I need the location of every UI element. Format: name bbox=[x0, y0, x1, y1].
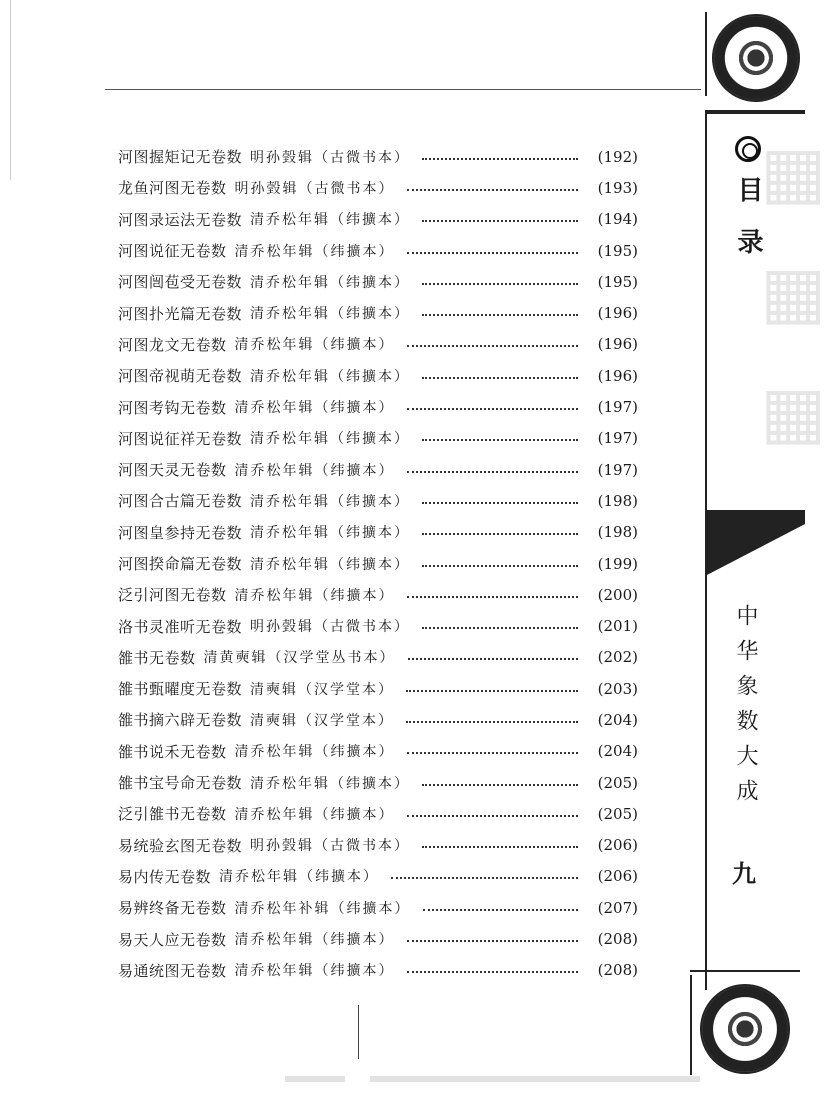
entry-title: 河图合古篇无卷数 bbox=[118, 492, 243, 511]
leader-dots bbox=[422, 314, 578, 316]
toc-entry bbox=[118, 172, 638, 203]
entry-author: 明孙瑴辑（古微书本） bbox=[234, 180, 395, 197]
entry-title: 河图皇参持无卷数 bbox=[118, 523, 243, 542]
sidebar-bar bbox=[705, 110, 805, 114]
entry-page: (199) bbox=[597, 554, 638, 573]
entry-author: 明孙瑴辑（古微书本） bbox=[250, 149, 411, 166]
entry-author: 清乔松年辑（纬擴本） bbox=[234, 744, 395, 761]
leader-dots bbox=[407, 252, 578, 254]
toc-entry bbox=[118, 861, 638, 892]
entry-page: (200) bbox=[597, 585, 638, 604]
sidebar-rule bbox=[690, 975, 692, 1075]
entry-page: (206) bbox=[597, 867, 638, 886]
leader-dots bbox=[407, 940, 578, 942]
toc-entry bbox=[118, 955, 638, 986]
phoenix-medallion-icon bbox=[712, 14, 800, 102]
entry-page: (198) bbox=[597, 491, 638, 510]
entry-page: (197) bbox=[597, 460, 638, 479]
leader-dots bbox=[407, 596, 578, 598]
entry-author: 清乔松年辑（纬擴本） bbox=[250, 556, 411, 573]
leader-dots bbox=[422, 158, 578, 160]
toc-entry bbox=[118, 704, 638, 735]
entry-title: 河图帝视萌无卷数 bbox=[118, 367, 243, 386]
entry-author: 清乔松年辑（纬擴本） bbox=[234, 243, 395, 260]
toc-entry bbox=[118, 923, 638, 954]
entry-title: 河图天灵无卷数 bbox=[118, 461, 227, 480]
toc-title: 目录 bbox=[733, 176, 763, 280]
toc-entry bbox=[118, 517, 638, 548]
entry-page: (201) bbox=[597, 617, 638, 636]
sidebar-rule bbox=[705, 12, 707, 96]
leader-dots bbox=[423, 909, 578, 911]
entry-page: (196) bbox=[597, 335, 638, 354]
entry-page: (202) bbox=[597, 648, 638, 667]
entry-title: 泛引雒书无卷数 bbox=[118, 805, 227, 824]
leader-dots bbox=[422, 565, 578, 567]
entry-title: 易天人应无卷数 bbox=[118, 930, 227, 949]
sidebar-bar bbox=[705, 510, 805, 524]
sidebar-wedge bbox=[705, 524, 805, 576]
leader-dots bbox=[407, 345, 578, 347]
leader-dots bbox=[391, 877, 578, 879]
toc-entry bbox=[118, 329, 638, 360]
leader-dots bbox=[406, 690, 578, 692]
entry-title: 河图握矩记无卷数 bbox=[118, 148, 243, 167]
entry-page: (205) bbox=[597, 773, 638, 792]
book-title: 中华象数大成 bbox=[733, 604, 758, 814]
entry-page: (204) bbox=[597, 742, 638, 761]
entry-page: (206) bbox=[597, 836, 638, 855]
entry-title: 河图龙文无卷数 bbox=[118, 335, 227, 354]
beast-medallion-icon bbox=[700, 984, 790, 1074]
leader-dots bbox=[422, 502, 578, 504]
toc-entry bbox=[118, 892, 638, 923]
entry-author: 清乔松年辑（纬擴本） bbox=[234, 400, 395, 417]
entry-title: 泛引河图无卷数 bbox=[118, 586, 227, 605]
toc-entry bbox=[118, 391, 638, 422]
entry-author: 清乔松年辑（纬擴本） bbox=[250, 368, 411, 385]
leader-dots bbox=[407, 752, 578, 754]
header-rule bbox=[105, 89, 701, 90]
entry-title: 易辨终备无卷数 bbox=[118, 899, 227, 918]
entry-page: (208) bbox=[597, 961, 638, 980]
entry-author: 清乔松年辑（纬擴本） bbox=[234, 806, 395, 823]
leader-dots bbox=[407, 189, 578, 191]
toc-entry bbox=[118, 736, 638, 767]
entry-title: 雒书无卷数 bbox=[118, 648, 196, 667]
entry-author: 清奭辑（汉学堂本） bbox=[250, 681, 395, 698]
leader-dots bbox=[422, 846, 578, 848]
entry-page: (207) bbox=[597, 898, 638, 917]
entry-author: 清乔松年辑（纬擴本） bbox=[234, 587, 395, 604]
toc-entry bbox=[118, 673, 638, 704]
entry-author: 清黄奭辑（汉学堂丛书本） bbox=[203, 650, 396, 667]
toc-list bbox=[118, 141, 638, 986]
entry-title: 河图考钩无卷数 bbox=[118, 398, 227, 417]
toc-entry bbox=[118, 767, 638, 798]
entry-author: 清乔松年辑（纬擴本） bbox=[234, 963, 395, 980]
entry-title: 河图录运法无卷数 bbox=[118, 210, 243, 229]
entry-title: 雒书说禾无卷数 bbox=[118, 742, 227, 761]
watermark-mark: ▦ bbox=[760, 370, 826, 453]
toc-entry bbox=[118, 235, 638, 266]
entry-page: (198) bbox=[597, 523, 638, 542]
scan-smudge bbox=[285, 1076, 345, 1082]
leader-dots bbox=[406, 721, 578, 723]
leader-dots bbox=[422, 283, 578, 285]
entry-title: 易通统图无卷数 bbox=[118, 961, 227, 980]
entry-page: (196) bbox=[597, 366, 638, 385]
entry-title: 河图闿苞受无卷数 bbox=[118, 273, 243, 292]
entry-title: 龙鱼河图无卷数 bbox=[118, 179, 227, 198]
toc-entry bbox=[118, 204, 638, 235]
entry-page: (195) bbox=[597, 272, 638, 291]
leader-dots bbox=[422, 533, 578, 535]
leader-dots bbox=[422, 377, 578, 379]
entry-author: 清乔松年辑（纬擴本） bbox=[234, 462, 395, 479]
entry-page: (193) bbox=[597, 178, 638, 197]
entry-title: 河图说征祥无卷数 bbox=[118, 429, 243, 448]
entry-author: 清乔松年辑（纬擴本） bbox=[234, 337, 395, 354]
leader-dots bbox=[407, 471, 578, 473]
toc-entry bbox=[118, 454, 638, 485]
entry-page: (197) bbox=[597, 398, 638, 417]
leader-dots bbox=[422, 439, 578, 441]
toc-entry bbox=[118, 798, 638, 829]
toc-entry bbox=[118, 423, 638, 454]
entry-author: 清乔松年辑（纬擴本） bbox=[250, 306, 411, 323]
entry-page: (204) bbox=[597, 710, 638, 729]
toc-entry bbox=[118, 360, 638, 391]
entry-title: 雒书甄曜度无卷数 bbox=[118, 680, 243, 699]
entry-title: 河图说征无卷数 bbox=[118, 242, 227, 261]
gutter-line bbox=[358, 1005, 359, 1059]
entry-title: 河图揆命篇无卷数 bbox=[118, 555, 243, 573]
scan-smudge bbox=[370, 1076, 700, 1082]
entry-page: (208) bbox=[597, 930, 638, 949]
leader-dots bbox=[407, 971, 578, 973]
entry-author: 清乔松年辑（纬擴本） bbox=[250, 274, 411, 291]
page-edge bbox=[10, 0, 11, 180]
leader-dots bbox=[422, 220, 578, 222]
toc-entry bbox=[118, 141, 638, 172]
page-number: 九 bbox=[732, 859, 756, 888]
watermark-mark: ▦ bbox=[760, 250, 826, 333]
entry-author: 清奭辑（汉学堂本） bbox=[250, 712, 395, 729]
entry-author: 明孙瑴辑（古微书本） bbox=[250, 619, 411, 636]
entry-page: (197) bbox=[597, 429, 638, 448]
watermark-mark: ▦ bbox=[760, 130, 826, 213]
entry-author: 清乔松年辑（纬擴本） bbox=[250, 493, 411, 510]
entry-author: 清乔松年辑（纬擴本） bbox=[234, 932, 395, 949]
entry-author: 明孙瑴辑（古微书本） bbox=[250, 838, 411, 855]
entry-title: 河图扑光篇无卷数 bbox=[118, 304, 243, 323]
entry-author: 清乔松年辑（纬擴本） bbox=[219, 869, 380, 886]
entry-author: 清乔松年补辑（纬擴本） bbox=[234, 900, 411, 917]
toc-entry bbox=[118, 548, 638, 579]
toc-entry bbox=[118, 266, 638, 297]
leader-dots bbox=[408, 658, 578, 660]
entry-title: 雒书摘六辟无卷数 bbox=[118, 711, 243, 730]
entry-page: (194) bbox=[597, 210, 638, 229]
entry-page: (205) bbox=[597, 804, 638, 823]
entry-page: (203) bbox=[597, 679, 638, 698]
toc-entry bbox=[118, 485, 638, 516]
toc-entry bbox=[118, 297, 638, 328]
toc-entry bbox=[118, 579, 638, 610]
toc-entry bbox=[118, 610, 638, 641]
entry-title: 雒书宝号命无卷数 bbox=[118, 774, 243, 793]
leader-dots bbox=[422, 784, 578, 786]
entry-title: 易内传无卷数 bbox=[118, 867, 212, 886]
entry-author: 清乔松年辑（纬擴本） bbox=[250, 525, 411, 542]
sidebar-bar bbox=[690, 970, 800, 972]
entry-author: 清乔松年辑（纬擴本） bbox=[250, 431, 411, 448]
entry-title: 易统验玄图无卷数 bbox=[118, 836, 243, 855]
entry-page: (192) bbox=[597, 147, 638, 166]
entry-page: (195) bbox=[597, 241, 638, 260]
toc-entry bbox=[118, 642, 638, 673]
entry-title: 洛书灵准听无卷数 bbox=[118, 617, 243, 636]
toc-entry bbox=[118, 830, 638, 861]
leader-dots bbox=[407, 408, 578, 410]
entry-author: 清乔松年辑（纬擴本） bbox=[250, 212, 411, 229]
leader-dots bbox=[407, 815, 578, 817]
leader-dots bbox=[422, 627, 578, 629]
entry-page: (196) bbox=[597, 304, 638, 323]
double-circle-icon bbox=[735, 136, 761, 162]
entry-author: 清乔松年辑（纬擴本） bbox=[250, 775, 411, 792]
